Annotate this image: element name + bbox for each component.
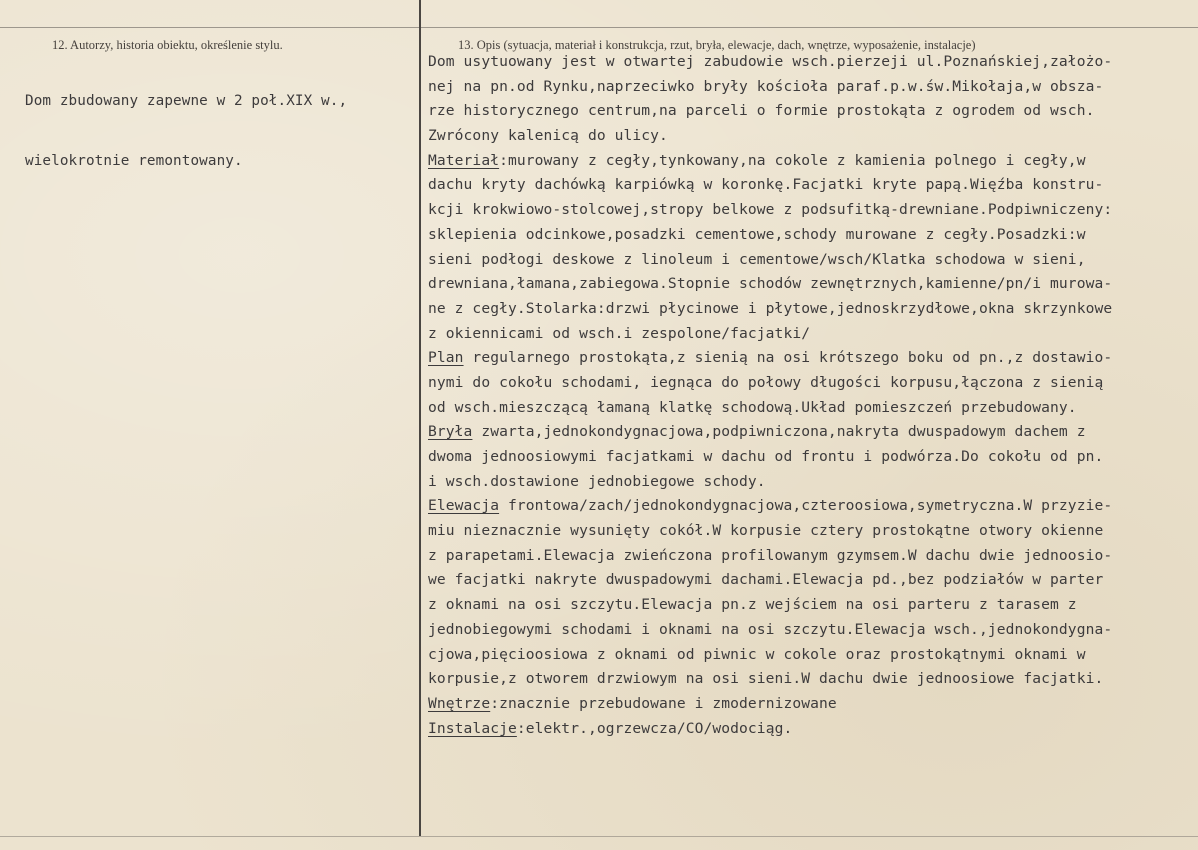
description-line	[428, 75, 1112, 100]
description-line	[428, 297, 1112, 322]
left-column-header: 12. Autorzy, historia obiektu, określenie stylu.	[52, 38, 283, 52]
right-column-header: 13. Opis (sytuacja, materiał i konstrukcja, rzut, bryła, elewacje, dach, wnętrze, wyposażenie, instalacje)	[458, 38, 976, 52]
description-line	[428, 346, 1112, 371]
description-line-text: kcji krokwiowo-stolcowej,stropy belkowe z podsufitką-drewniane.Podpiwniczeny:	[428, 201, 1113, 219]
description-line	[428, 223, 1112, 248]
description-line	[428, 593, 1112, 618]
description-line-text: od wsch.mieszczącą łamaną klatkę schodową.Układ pomieszczeń przebudowany.	[428, 398, 1077, 416]
description-line-text: sklepienia odcinkowe,posadzki cementowe,schody murowane z cegły.Posadzki:w	[428, 225, 1086, 243]
description-line	[428, 445, 1112, 470]
description-line	[428, 248, 1112, 273]
description-line	[428, 519, 1112, 544]
description-line	[428, 371, 1112, 396]
section-label: Bryła	[428, 423, 473, 441]
description-line-text: i wsch.dostawione jednobiegowe schody.	[428, 472, 766, 490]
description-line	[428, 568, 1112, 593]
history-text	[25, 51, 347, 211]
description-line-text: Zwrócony kalenicą do ulicy.	[428, 127, 668, 145]
description-line	[428, 420, 1112, 445]
history-line: wielokrotnie remontowany.	[25, 153, 243, 169]
description-line-text: rze historycznego centrum,na parceli o formie prostokąta z ogrodem od wsch.	[428, 102, 1095, 120]
description-line-text: korpusie,z otworem drzwiowym na osi sieni.W dachu dwie jednoosiowe facjatki.	[428, 670, 1104, 688]
description-line-text: sieni podłogi deskowe z linoleum i cementowe/wsch/Klatka schodowa w sieni,	[428, 250, 1086, 268]
section-label: Plan	[428, 349, 464, 367]
footer-rule	[0, 836, 1198, 837]
description-line	[428, 322, 1112, 347]
section-label: Materiał	[428, 151, 500, 169]
column-divider	[419, 0, 421, 836]
description-line-text: zwarta,jednokondygnacjowa,podpiwniczona,nakryta dwuspadowym dachem z	[472, 423, 1086, 441]
description-line	[428, 272, 1112, 297]
description-line-text: we facjatki nakryte dwuspadowymi dachami.Elewacja pd.,bez podziałów w parter	[428, 571, 1104, 589]
description-line-text: cjowa,pięcioosiowa z oknami od piwnic w cokole oraz prostokątnymi oknami w	[428, 645, 1086, 663]
description-line-text: dwoma jednoosiowymi facjatkami w dachu od frontu i podwórza.Do cokołu od pn.	[428, 448, 1104, 465]
description-line-text: ne z cegły.Stolarka:drzwi płycinowe i płytowe,jednoskrzydłowe,okna skrzynkowe	[428, 299, 1113, 317]
description-line-text: miu nieznacznie wysunięty cokół.W korpusie cztery prostokątne otwory okienne	[428, 522, 1104, 540]
description-line	[428, 99, 1112, 124]
description-line-text: z parapetami.Elewacja zwieńczona profilowanym gzymsem.W dachu dwie jednoosio-	[428, 546, 1113, 564]
description-line	[428, 470, 1112, 495]
section-label: Wnętrze	[428, 694, 491, 712]
description-line-text: regularnego prostokąta,z sienią na osi krótszego boku od pn.,z dostawio-	[463, 349, 1113, 367]
description-line	[428, 692, 1112, 717]
description-line	[428, 149, 1112, 174]
description-line-text: :elektr.,ogrzewcza/CO/wodociąg.	[516, 719, 793, 737]
section-label: Instalacje	[428, 719, 517, 737]
description-line	[428, 50, 1112, 75]
description-line	[428, 618, 1112, 643]
description-line-text: nymi do cokołu schodami, iegnąca do połowy długości korpusu,łączona z sienią	[428, 373, 1104, 391]
description-line-text: frontowa/zach/jednokondygnacjowa,czteroosiowa,symetryczna.W przyzie-	[499, 497, 1113, 515]
description-line	[428, 494, 1112, 519]
history-line: Dom zbudowany zapewne w 2 poł.XIX w.,	[25, 93, 348, 109]
description-line-text: dachu kryty dachówką karpiówką w koronkę.Facjatki kryte papą.Więźba konstru-	[428, 176, 1104, 194]
description-line-text: drewniana,łamana,zabiegowa.Stopnie schodów zewnętrznych,kamienne/pn/i murowa-	[428, 275, 1113, 293]
description-line	[428, 198, 1112, 223]
description-line-text: nej na pn.od Rynku,naprzeciwko bryły kościoła paraf.p.w.św.Mikołaja,w obsza-	[428, 77, 1104, 95]
description-line	[428, 173, 1112, 198]
description-line	[428, 667, 1112, 692]
description-line	[428, 643, 1112, 668]
description-line-text: :znacznie przebudowane i zmodernizowane	[490, 694, 837, 712]
description-line-text: z oknami na osi szczytu.Elewacja pn.z wejściem na osi parteru z tarasem z	[428, 596, 1077, 614]
section-label: Elewacja	[428, 497, 500, 515]
description-line	[428, 717, 1112, 742]
description-line-text: :murowany z cegły,tynkowany,na cokole z kamienia polnego i cegły,w	[499, 151, 1086, 169]
description-line	[428, 396, 1112, 421]
description-line	[428, 124, 1112, 149]
description-line-text: jednobiegowymi schodami i oknami na osi szczytu.Elewacja wsch.,jednokondygna-	[428, 620, 1113, 638]
description-text	[428, 50, 1112, 741]
header-rule	[0, 27, 1198, 28]
description-line-text: z okiennicami od wsch.i zespolone/facjatki/	[428, 324, 811, 342]
description-line-text: Dom usytuowany jest w otwartej zabudowie wsch.pierzeji ul.Poznańskiej,założo-	[428, 53, 1113, 70]
description-line	[428, 544, 1112, 569]
